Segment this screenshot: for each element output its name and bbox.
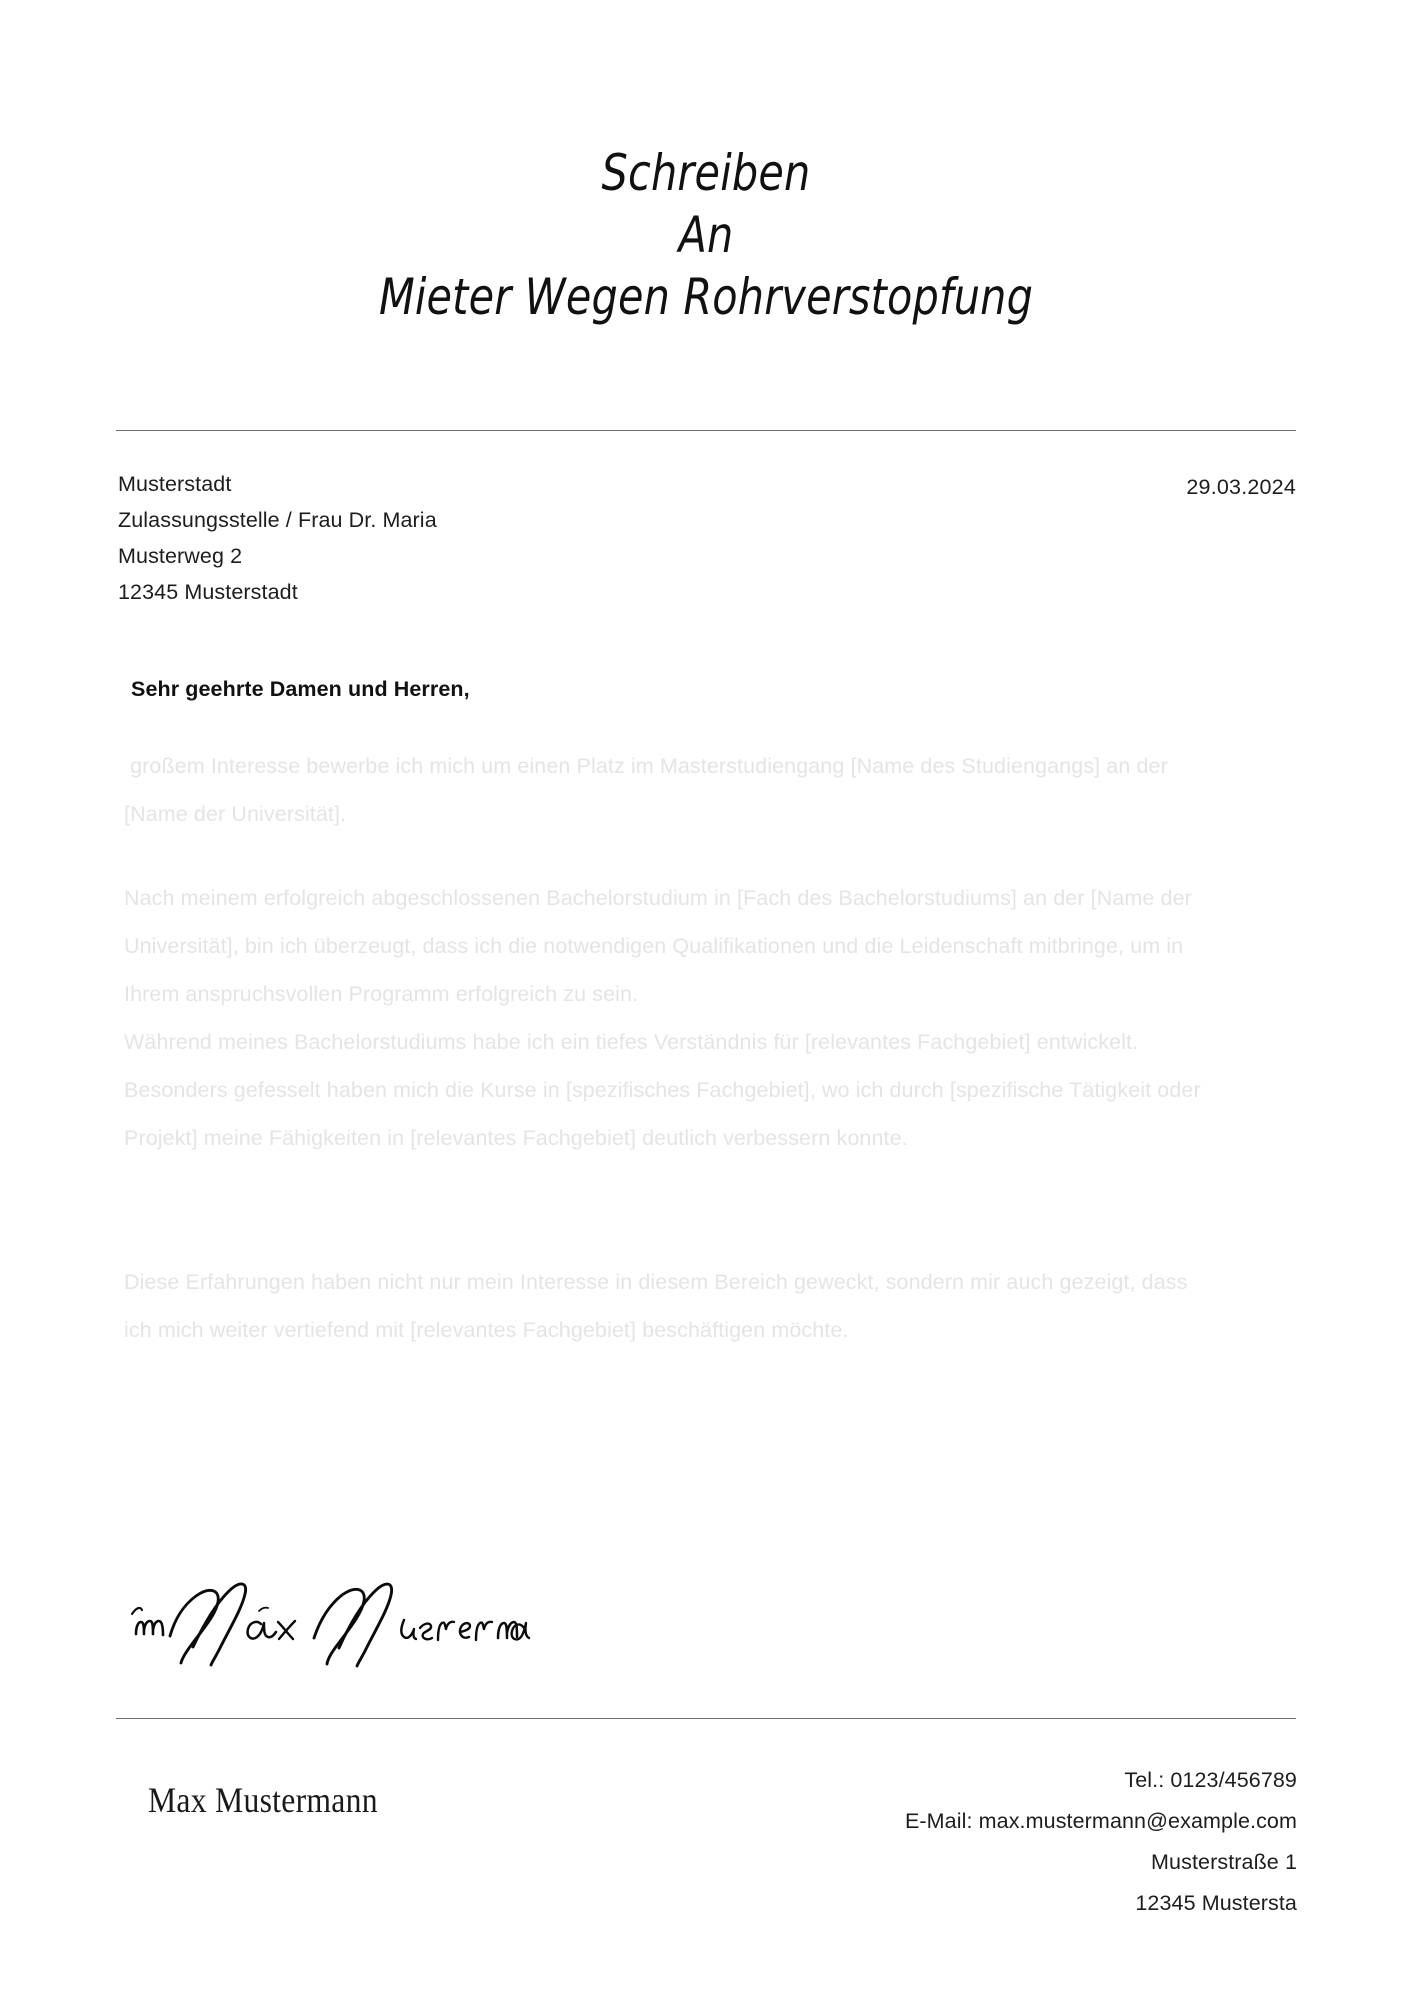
- title-line-3: Mieter Wegen Rohrverstopfung: [378, 268, 1034, 326]
- address-line-4: 12345 Musterstadt: [118, 580, 298, 604]
- footer-divider: [116, 1718, 1296, 1719]
- footer-sender-name: Max Mustermann: [148, 1780, 378, 1820]
- title-line-1: Schreiben: [601, 144, 811, 202]
- body-paragraph-1: großem Interesse bewerbe ich mich um einen Platz im Masterstudiengang [Name des Studiengangs] an der [Name der Universität].: [124, 754, 1174, 826]
- page-title: [116, 142, 1296, 328]
- footer-street: Musterstraße 1: [1151, 1850, 1297, 1874]
- address-line-3: Musterweg 2: [118, 544, 243, 568]
- signature-image: [118, 1548, 538, 1668]
- body-paragraph-4: Diese Erfahrungen haben nicht nur mein Interesse in diesem Bereich geweckt, sondern mir auch gezeigt, dass ich mich weiter vertiefend mit [relevantes Fachgebiet] beschäftigen möchte.: [124, 1270, 1194, 1342]
- paragraph-gap: [124, 838, 1214, 874]
- address-line-1: Musterstadt: [118, 472, 232, 496]
- letter-date: [1186, 472, 1296, 502]
- recipient-address: [118, 466, 838, 610]
- salutation: Sehr geehrte Damen und Herren,: [131, 677, 470, 701]
- footer-email: E-Mail: max.mustermann@example.com: [904, 1809, 1297, 1833]
- paragraph-gap: [124, 1162, 1214, 1258]
- date-value: 29.03.2024: [1186, 475, 1296, 499]
- footer-phone: Tel.: 0123/456789: [1124, 1768, 1297, 1792]
- letter-body: [124, 742, 1214, 1354]
- footer-city: 12345 Mustersta: [1135, 1891, 1297, 1915]
- body-paragraph-3: Während meines Bachelorstudiums habe ich ein tiefes Verständnis für [relevantes Fachgebiet] entwickelt. Besonders gefesselt haben mich die Kurse in [spezifisches Fachgebiet], wo ich durch [spezifische Tätigkeit oder Projekt] meine Fähigkeiten in [relevantes Fachgebiet] deutlich verbessern konnte.: [124, 1030, 1207, 1150]
- body-paragraph-2: Nach meinem erfolgreich abgeschlossenen Bachelorstudium in [Fach des Bachelorstudiums] an der [Name der Universität], bin ich überzeugt, dass ich die notwendigen Qualifikationen und die Leidenschaft mitbringe, um in Ihrem anspruchsvollen Programm erfolgreich zu sein.: [124, 886, 1199, 1006]
- footer-contact-block: [497, 1760, 1297, 1924]
- header-divider: [116, 430, 1296, 431]
- address-line-2: Zulassungsstelle / Frau Dr. Maria: [118, 508, 437, 532]
- title-line-2: An: [678, 206, 734, 264]
